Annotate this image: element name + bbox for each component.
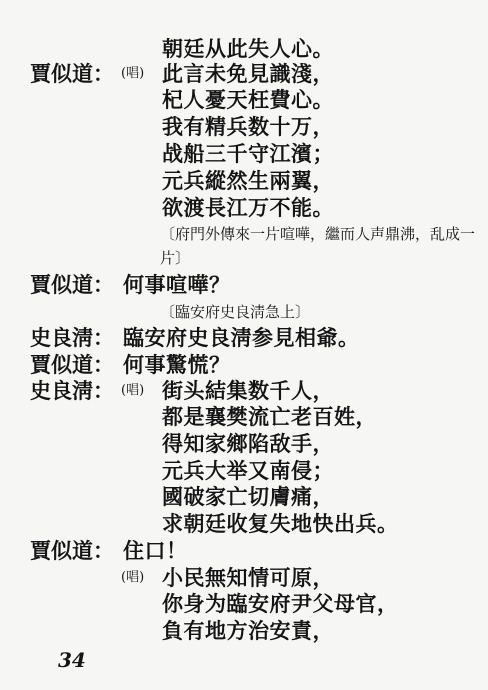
sing-marker: (唱) (121, 383, 145, 398)
verse-line: 負有地方治安責， (162, 618, 334, 643)
speaker-jia-sidao: 賈似道： (30, 538, 114, 563)
verse-line: 小民無知情可原， (162, 565, 334, 590)
verse-line: 街头結集数千人， (162, 378, 334, 403)
verse-line: 元兵縱然生兩翼， (162, 168, 334, 193)
speaker-jia-sidao: 賈似道： (30, 352, 114, 377)
dialogue-line: 臨安府史良淸参見相爺。 (123, 325, 360, 350)
sing-marker: (唱) (121, 570, 145, 585)
dialogue-line: 何事驚慌？ (123, 352, 231, 377)
sing-marker: (唱) (121, 66, 145, 81)
speaker-shi-liangqing: 史良淸： (30, 325, 114, 350)
verse-line: 你身为臨安府尹父母官， (162, 591, 399, 616)
verse-line: 朝廷从此失人心。 (162, 36, 334, 61)
speaker-jia-sidao: 賈似道： (30, 61, 114, 86)
verse-line: 元兵大举又南侵； (162, 458, 334, 483)
verse-line: 此言未免見識淺， (162, 61, 334, 86)
verse-line: 我有精兵数十万， (162, 114, 334, 139)
page-number: 34 (58, 648, 86, 672)
verse-line: 战船三千守江濱； (162, 141, 334, 166)
verse-line: 都是襄樊流亡老百姓， (162, 404, 377, 429)
verse-line: 杞人憂天枉費心。 (162, 87, 334, 112)
verse-line: 國破家亡切膚痛， (162, 484, 334, 509)
speaker-jia-sidao: 賈似道： (30, 272, 114, 297)
verse-line: 求朝廷收复失地快出兵。 (162, 511, 399, 536)
dialogue-line: 何事喧嘩？ (123, 272, 231, 297)
dialogue-line: 住口！ (123, 538, 188, 563)
verse-line: 欲渡長江万不能。 (162, 195, 334, 220)
speaker-shi-liangqing: 史良淸： (30, 378, 114, 403)
stage-direction: 〔府門外傳來一片喧嘩，繼而人声鼎沸，乱成一 (160, 225, 476, 243)
verse-line: 得知家鄉陷敌手， (162, 431, 334, 456)
stage-direction-continued: 片〕 (160, 249, 191, 267)
stage-direction: 〔臨安府史良淸急上〕 (160, 303, 311, 321)
